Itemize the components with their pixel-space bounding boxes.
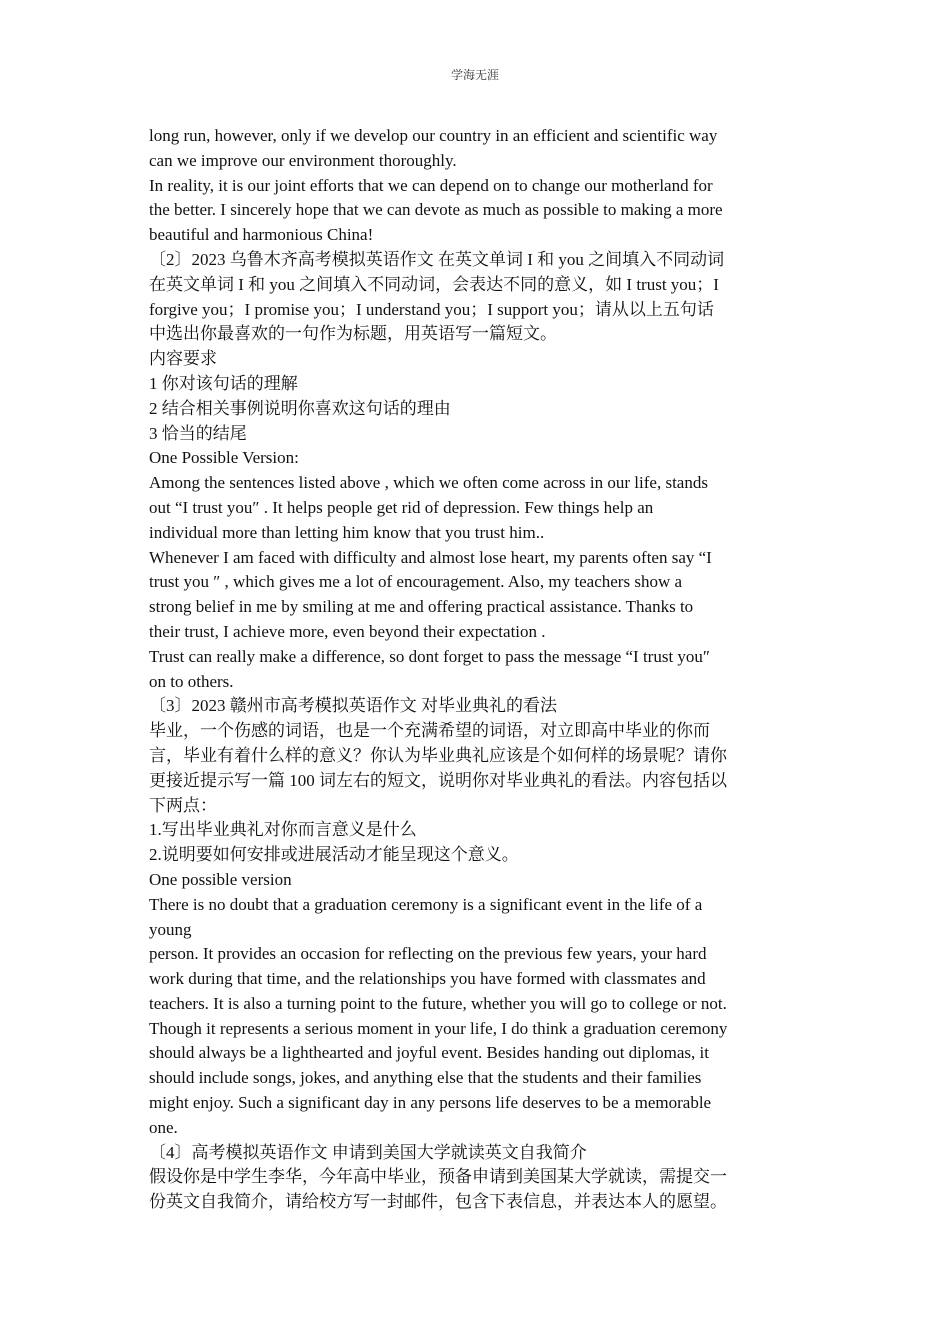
text-line: 言，毕业有着什么样的意义？你认为毕业典礼应该是个如何样的场景呢？请你 [149,745,727,765]
text-line: out “I trust you″ . It helps people get rid of depression. Few things help an [149,497,654,517]
text-line: Whenever I am faced with difficulty and almost lose heart, my parents often say “I [149,547,712,567]
text-line: 份英文自我简介，请给校方写一封邮件，包含下表信息，并表达本人的愿望。 [149,1192,727,1212]
text-line: 在英文单词 I 和 you 之间填入不同动词，会表达不同的意义，如 I trust you；I [149,274,719,294]
text-line: In reality, it is our joint efforts that we can depend on to change our motherland for [149,175,713,195]
text-line: one. [149,1117,178,1137]
text-line: long run, however, only if we develop our country in an efficient and scientific way [149,126,718,145]
text-line: should include songs, jokes, and anything else that the students and their families [149,1068,702,1088]
section-heading-4: 〔4〕高考模拟英语作文 申请到美国大学就读英文自我简介 [149,1142,587,1162]
text-line: Among the sentences listed above , which we often come across in our life, stands [149,473,708,493]
text-line: person. It provides an occasion for reflecting on the previous few years, your hard [149,944,707,964]
text-line: might enjoy. Such a significant day in any persons life deserves to be a memorable [149,1093,712,1113]
document-body [149,124,805,1215]
text-line: 毕业，一个伤感的词语，也是一个充满希望的词语，对立即高中毕业的你而 [149,721,710,741]
text-line: trust you ″ , which gives me a lot of encouragement. Also, my teachers show a [149,572,683,592]
text-line: 2.说明要如何安排或进展活动才能呈现这个意义。 [149,845,519,865]
section-heading-2: 〔2〕2023 乌鲁木齐高考模拟英语作文 在英文单词 I 和 you 之间填入不同动词 [149,249,725,269]
text-line: can we improve our environment thoroughly. [149,150,457,170]
text-line: beautiful and harmonious China! [149,225,374,245]
text-line: 中选出你最喜欢的一句作为标题，用英语写一篇短文。 [149,324,557,344]
text-line: Trust can really make a difference, so dont forget to pass the message “I trust you″ [149,646,711,666]
text-line: Though it represents a serious moment in your life, I do think a graduation ceremony [149,1018,728,1038]
text-line: work during that time, and the relationships you have formed with classmates and [149,969,706,989]
text-line: 下两点： [149,795,217,815]
text-line: teachers. It is also a turning point to the future, whether you will go to college or not. [149,993,727,1013]
text-line: 3 恰当的结尾 [149,423,247,443]
text-line: One Possible Version: [149,448,299,468]
text-line: 1.写出毕业典礼对你而言意义是什么 [149,820,417,840]
text-line: their trust, I achieve more, even beyond their expectation . [149,621,546,641]
page-header: 学海无涯 [450,68,499,82]
text-line: should always be a lighthearted and joyful event. Besides handing out diplomas, it [149,1043,709,1063]
text-line: individual more than letting him know that you trust him.. [149,522,545,542]
text-line: 2 结合相关事例说明你喜欢这句话的理由 [149,398,451,418]
text-line: 假设你是中学生李华，今年高中毕业，预备申请到美国某大学就读，需提交一 [149,1167,727,1187]
text-line: There is no doubt that a graduation ceremony is a significant event in the life of a [149,894,703,914]
text-line: young [149,919,192,939]
text-line: 更接近提示写一篇 100 词左右的短文，说明你对毕业典礼的看法。内容包括以 [149,770,727,790]
section-heading-3: 〔3〕2023 赣州市高考模拟英语作文 对毕业典礼的看法 [149,696,557,716]
text-line: forgive you；I promise you；I understand you；I support you；请从以上五句话 [149,299,714,319]
text-line: 1 你对该句话的理解 [149,373,298,393]
text-line: strong belief in me by smiling at me and offering practical assistance. Thanks to [149,597,694,617]
text-line: on to others. [149,671,234,691]
text-line: One possible version [149,869,292,889]
text-line: 内容要求 [149,349,217,369]
text-line: the better. I sincerely hope that we can devote as much as possible to making a more [149,200,723,220]
